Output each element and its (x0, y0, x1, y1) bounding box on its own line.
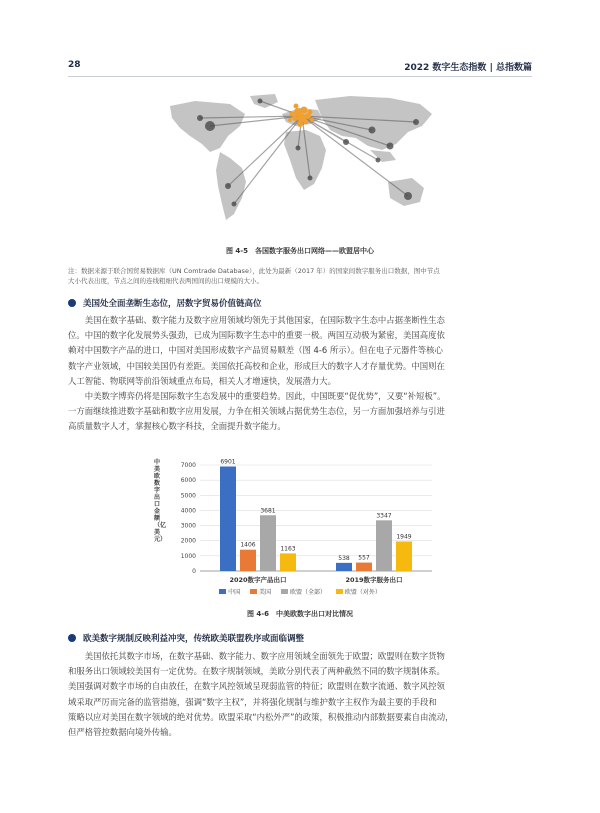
y-tick-label: 0 (192, 568, 196, 575)
legend-label: 欧盟（全部） (289, 589, 326, 596)
text-line: 人工智能、物联网等前沿领域重点布局，相关人才增速快，发展潜力大。 (68, 375, 336, 386)
header-divider (68, 76, 532, 77)
text-line: 位。中国的数字化发展势头强劲，已成为国际数字生态中的重要一极。两国互动极为紧密，美国高度依 (68, 330, 445, 341)
running-title: 2022 数字生态指数 | 总指数篇 (404, 63, 532, 73)
category-label: 2020数字产品出口 (229, 576, 287, 584)
bar (260, 515, 276, 571)
legend-swatch (281, 589, 288, 594)
bar (220, 466, 236, 571)
text-line: 但严格管控数据向境外传输。 (68, 727, 177, 738)
data-label: 557 (358, 554, 370, 562)
text-line: 赖对中国数字产品的进口，中国对美国形成数字产品贸易顺差（图 4-6 所示）。但在电子元器件等核心 (68, 345, 443, 356)
section-heading-text: 美国处全面垄断生态位，居数字贸易价值链高位 (83, 299, 262, 309)
legend-swatch (219, 589, 226, 594)
legend-item (219, 587, 240, 596)
world-network-map (150, 86, 450, 236)
text-line: 高质量数字人才，掌握核心数字科技，全面提升数字能力。 (68, 421, 286, 432)
data-label: 3347 (376, 512, 392, 520)
legend-item (281, 587, 326, 596)
text-line: 策略以应对美国在数字领域的绝对优势。欧盟采取“内松外严”的政策，积极推动内部数据要素自由流动， (68, 711, 454, 722)
page-number: 28 (68, 60, 81, 70)
legend-label: 欧盟（对外） (344, 589, 381, 596)
section1-paragraph-1 (68, 313, 538, 389)
category-label: 2019数字服务出口 (345, 576, 403, 584)
figure-4-5-note (68, 266, 538, 286)
text-line: 美国依托其数字市场，在数字基础、数字能力、数字应用领域全面领先于欧盟；欧盟则在数字货物 (68, 651, 445, 661)
data-label: 538 (338, 554, 350, 562)
legend-label: 美国 (259, 589, 272, 596)
data-label: 1406 (240, 541, 256, 549)
bar (396, 541, 412, 571)
bar (336, 563, 352, 571)
text-line: 一方面继续推进数字基础和数字应用发展，力争在相关领域占据优势生态位，另一方面加强培养与引进 (68, 406, 445, 417)
figure-4-5-caption: 图 4-5 各国数字服务出口网络——欧盟居中心 (225, 247, 375, 255)
section-heading-us (68, 297, 538, 309)
text-line: 美国在数字基础、数字能力及数字应用领域均领先于其他国家，在国际数字生态中占据垄断性生态 (68, 315, 445, 325)
text-line: 和服务出口领域较美国有一定优势。在数字规制领域，美欧分别代表了两种截然不同的数字规制体系。 (68, 666, 445, 677)
bar (280, 553, 296, 571)
text-line: 域采取严厉而完备的监管措施，强调“数字主权”，并将强化规制与维护数字主权作为最主要的手段和 (68, 696, 437, 707)
bar (376, 520, 392, 571)
y-tick-label: 3000 (180, 522, 196, 530)
bullet-dot-icon (68, 634, 76, 642)
chart-legend (0, 587, 600, 596)
text-line: 数字产业领域，中国较美国仍有差距。美国依托高校和企业，形成巨大的数字人才存量优势。中国则在 (68, 360, 445, 371)
note-line: 注：数据来源于联合国贸易数据库（UN Comtrade Database），此处为最新（2017 年）的国家间数字服务出口数据，图中节点 (68, 267, 440, 275)
data-label: 1949 (396, 533, 412, 541)
legend-swatch (336, 589, 343, 594)
legend-label: 中国 (228, 589, 241, 596)
data-label: 6901 (220, 458, 236, 466)
y-tick-label: 2000 (180, 537, 196, 545)
y-tick-label: 1000 (180, 552, 196, 560)
note-line: 大小代表出度，节点之间的连线粗细代表两国间的出口规模的大小。 (68, 277, 263, 285)
data-label: 1163 (280, 545, 296, 553)
y-axis-label: 中美欧数字出口金额（亿美元） (154, 459, 167, 543)
bar (240, 550, 256, 571)
network-map-figure (150, 86, 450, 236)
bullet-dot-icon (68, 299, 76, 307)
legend-item (250, 587, 271, 596)
data-label: 3681 (260, 507, 276, 515)
bar (356, 563, 372, 571)
section2-paragraph-1 (68, 649, 538, 740)
y-tick-label: 4000 (180, 507, 196, 515)
text-line: 中美数字博弈仍将是国际数字生态发展中的重要趋势。因此，中国既要“促优势”，又要“补短板”。 (68, 391, 446, 401)
legend-swatch (250, 589, 257, 594)
export-bar-chart (150, 453, 450, 603)
legend-item (336, 587, 381, 596)
figure-4-6-caption: 图 4-6 中美欧数字出口对比情况 (246, 610, 354, 618)
section1-paragraph-2 (68, 389, 538, 435)
text-line: 美国强调对数字市场的自由放任，在数字风控领域呈现弱监管的特征；欧盟则在数字流通、数字风控领 (68, 681, 445, 692)
y-tick-label: 6000 (180, 477, 196, 485)
section-heading-eu-us (68, 632, 538, 644)
page-header (68, 60, 532, 74)
y-tick-label: 5000 (180, 492, 196, 500)
y-tick-label: 7000 (180, 462, 196, 469)
bar-chart-svg (150, 453, 450, 603)
section-heading-text: 欧美数字规制反映利益冲突，传统欧美联盟秩序或面临调整 (83, 634, 305, 644)
